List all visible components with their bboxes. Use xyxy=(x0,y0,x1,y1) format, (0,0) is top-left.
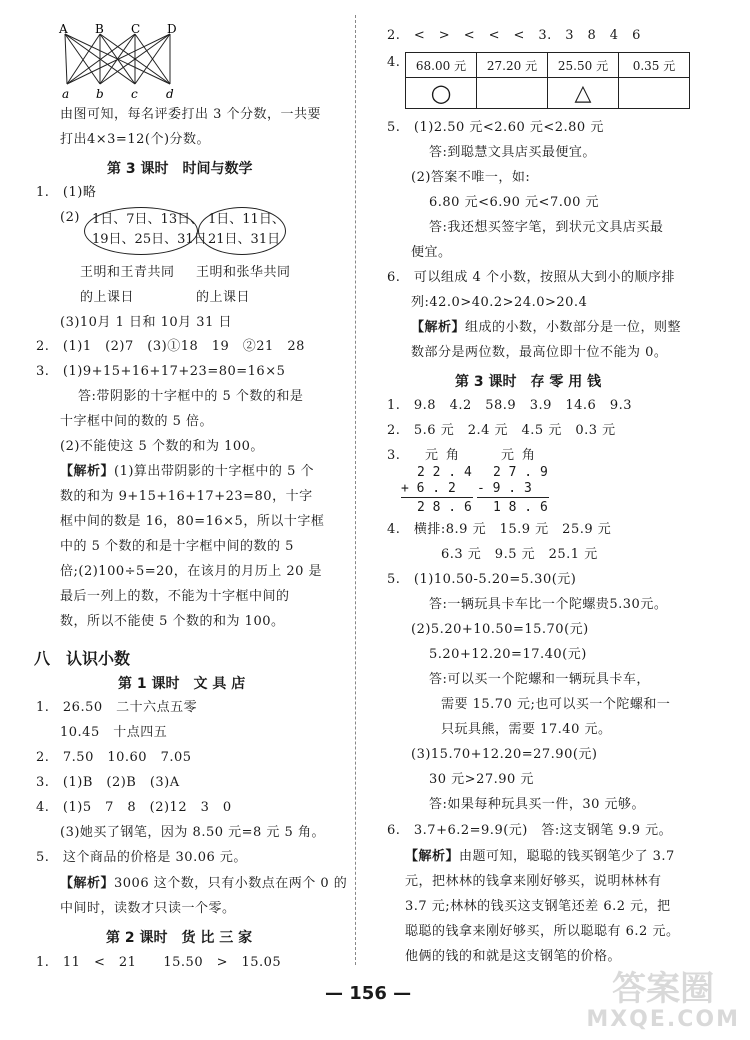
answer-line: (2)不能使这 5 个数的和为 100。 xyxy=(60,439,264,454)
calc-line: 2 7 . 9 xyxy=(493,465,548,480)
answer-line: 2. (1)1 (2)7 (3)①18 19 ②21 28 xyxy=(36,339,305,354)
answer-line: 答:到聪慧文具店买最便宜。 xyxy=(429,145,596,160)
analysis-tag: 【解析】 xyxy=(405,849,460,864)
calc-line: + 6 . 2 xyxy=(401,481,456,496)
answer-line: (2)5.20+10.50=15.70(元) xyxy=(411,622,589,637)
section-title: 第 1 课时 文 具 店 xyxy=(118,676,246,692)
calc-header: 元 角 xyxy=(501,448,535,463)
symbol-cell xyxy=(619,78,690,109)
answer-line: 便宜。 xyxy=(411,245,452,260)
answer-line: 3. (1)B (2)B (3)A xyxy=(36,775,180,790)
label-D: D xyxy=(167,22,177,36)
answer-line: 1. 11 < 21 15.50 > 15.05 xyxy=(36,955,282,970)
answer-line: (3)她买了钢笔，因为 8.50 元=8 元 5 角。 xyxy=(60,825,325,840)
label-b: b xyxy=(96,87,104,101)
answer-line: (2) xyxy=(60,210,80,225)
calc-line: 1 8 . 6 xyxy=(493,500,548,515)
answer-line: 2. 7.50 10.60 7.05 xyxy=(36,750,192,765)
analysis-line: 数的和为 9+15+16+17+23=80，十字 xyxy=(60,489,313,504)
caption-left: 的上课日 xyxy=(80,290,135,305)
analysis-line: 聪聪的钱拿来刚好够买，所以聪聪有 6.2 元。 xyxy=(405,924,680,939)
label-B: B xyxy=(95,22,104,36)
watermark-logo xyxy=(586,971,740,1032)
answer-line: 1. 9.8 4.2 58.9 3.9 14.6 9.3 xyxy=(387,398,632,413)
calc-header: 元 角 xyxy=(425,448,459,463)
analysis-line: 【解析】3006 这个数，只有小数点在两个 0 的 xyxy=(60,876,348,891)
answer-line: 需要 15.70 元;也可以买一个陀螺和一 xyxy=(441,697,671,712)
answer-line: 答:如果每种玩具买一件，30 元够。 xyxy=(429,797,646,812)
analysis-tag: 【解析】 xyxy=(60,876,115,891)
watermark-domain: MXQE.COM xyxy=(586,1007,740,1032)
answer-line: 2. < > < < < 3. 3 8 4 6 xyxy=(387,28,641,43)
answer-line: 6.80 元<6.90 元<7.00 元 xyxy=(429,195,600,210)
matching-diagram xyxy=(55,22,185,102)
answer-line: 5. (1)10.50-5.20=5.30(元) xyxy=(387,572,577,587)
calc-line: 2 8 . 6 xyxy=(417,500,472,515)
price-table xyxy=(405,52,690,109)
answer-line: 1. 26.50 二十六点五零 xyxy=(36,700,198,715)
label-d: d xyxy=(166,87,174,101)
symbol-cell xyxy=(477,78,548,109)
symbol-cell: △ xyxy=(548,78,619,109)
answer-line: 十字框中间的数的 5 倍。 xyxy=(60,414,214,429)
analysis-tag: 【解析】 xyxy=(411,320,466,335)
section-title: 第 3 课时 存 零 用 钱 xyxy=(455,374,602,390)
section-title: 第 3 课时 时间与数学 xyxy=(107,161,253,177)
answer-line: 3. (1)9+15+16+17+23=80=16×5 xyxy=(36,364,286,379)
label-A: A xyxy=(59,22,68,36)
analysis-line: 【解析】(1)算出带阴影的十字框中的 5 个 xyxy=(60,464,314,479)
caption-right: 的上课日 xyxy=(196,290,251,305)
answer-line: 5.20+12.20=17.40(元) xyxy=(429,647,587,662)
answer-line: 答:带阴影的十字框中的 5 个数的和是 xyxy=(78,389,304,404)
caption-right: 王明和张华共同 xyxy=(196,265,291,280)
ellipse-left-line: 1日、7日、13日、 xyxy=(92,212,204,227)
price-cell: 0.35 元 xyxy=(619,53,690,78)
answer-line: 3. xyxy=(387,448,401,463)
symbol-cell: ○ xyxy=(406,78,477,109)
analysis-line: 【解析】组成的小数，小数部分是一位，则整 xyxy=(411,320,682,335)
label-C: C xyxy=(131,22,141,36)
ellipse-left-line: 19日、25日、31日 xyxy=(92,232,207,247)
caption-left: 王明和王青共同 xyxy=(80,265,175,280)
ellipse-right-line: 21日、31日 xyxy=(208,232,281,247)
price-row xyxy=(406,53,690,78)
answer-line: 5. (1)2.50 元<2.60 元<2.80 元 xyxy=(387,120,604,135)
answer-line: 1. (1)略 xyxy=(36,185,97,200)
price-cell: 27.20 元 xyxy=(477,53,548,78)
label-c: c xyxy=(131,87,138,101)
analysis-line: 中的 5 个数的和是十字框中间的数的 5 xyxy=(60,539,294,554)
answer-line: 6. 3.7+6.2=9.9(元) 答:这支钢笔 9.9 元。 xyxy=(387,823,673,838)
analysis-line: 数，所以不能使 5 个数的和为 100。 xyxy=(60,614,285,629)
diagram-lines xyxy=(65,34,170,84)
answer-line: 6.3 元 9.5 元 25.1 元 xyxy=(441,547,598,562)
answer-line: 答:一辆玩具卡车比一个陀螺贵5.30元。 xyxy=(429,597,668,612)
page-number: — 156 — xyxy=(325,983,412,1004)
analysis-line: 3.7 元;林林的钱买这支钢笔还差 6.2 元，把 xyxy=(405,899,671,914)
answer-line: 30 元>27.90 元 xyxy=(429,772,534,787)
answer-line: 2. 5.6 元 2.4 元 4.5 元 0.3 元 xyxy=(387,423,616,438)
label-a: a xyxy=(62,87,70,101)
answer-line: (3)10月 1 日和 10月 31 日 xyxy=(60,315,232,330)
calc-line: - 9 . 3 xyxy=(477,481,532,496)
intro-line: 由图可知，每名评委打出 3 个分数，一共要 xyxy=(60,107,322,122)
answer-line: 列:42.0>40.2>24.0>20.4 xyxy=(411,295,588,310)
chapter-title: 八 认识小数 xyxy=(34,649,131,668)
answer-line: 6. 可以组成 4 个小数，按照从大到小的顺序排 xyxy=(387,270,675,285)
answer-line: 只玩具熊，需要 17.40 元。 xyxy=(441,722,612,737)
answer-line: 4. xyxy=(387,55,401,70)
price-cell: 68.00 元 xyxy=(406,53,477,78)
calc-line: 2 2 . 4 xyxy=(417,465,472,480)
answer-line: 5. 这个商品的价格是 30.06 元。 xyxy=(36,850,247,865)
analysis-line: 倍;(2)100÷5=20，在该月的月历上 20 是 xyxy=(60,564,323,579)
analysis-line: 他俩的钱的和就是这支钢笔的价格。 xyxy=(405,949,622,964)
analysis-line: 元，把林林的钱拿来刚好够买，说明林林有 xyxy=(405,874,662,889)
column-divider xyxy=(355,15,356,965)
answer-line: 答:我还想买签字笔，到状元文具店买最 xyxy=(429,220,664,235)
analysis-line: 中间时，读数才只读一个零。 xyxy=(60,901,236,916)
ellipse-right-line: 1日、11日、 xyxy=(208,212,285,227)
answer-line: 10.45 十点四五 xyxy=(60,725,168,740)
analysis-tag: 【解析】 xyxy=(60,464,115,479)
answer-line: (3)15.70+12.20=27.90(元) xyxy=(411,747,598,762)
price-cell: 25.50 元 xyxy=(548,53,619,78)
calc-rule xyxy=(401,497,473,498)
analysis-line: 框中间的数是 16，80=16×5，所以十字框 xyxy=(60,514,325,529)
watermark-text: 答案圈 xyxy=(612,969,715,1009)
symbol-row xyxy=(406,78,690,109)
answer-line: 4. (1)5 7 8 (2)12 3 0 xyxy=(36,800,232,815)
calc-rule xyxy=(477,497,549,498)
answer-line: 答:可以买一个陀螺和一辆玩具卡车， xyxy=(429,672,650,687)
answer-line: (2)答案不唯一，如: xyxy=(411,170,531,185)
section-title: 第 2 课时 货 比 三 家 xyxy=(106,930,253,946)
analysis-line: 最后一列上的数，不能为十字框中间的 xyxy=(60,589,290,604)
analysis-line: 数部分是两位数，最高位即十位不能为 0。 xyxy=(411,345,668,360)
analysis-line: 【解析】由题可知，聪聪的钱买钢笔少了 3.7 xyxy=(405,849,675,864)
intro-line: 打出4×3=12(个)分数。 xyxy=(60,132,211,147)
answer-line: 4. 横排:8.9 元 15.9 元 25.9 元 xyxy=(387,522,612,537)
